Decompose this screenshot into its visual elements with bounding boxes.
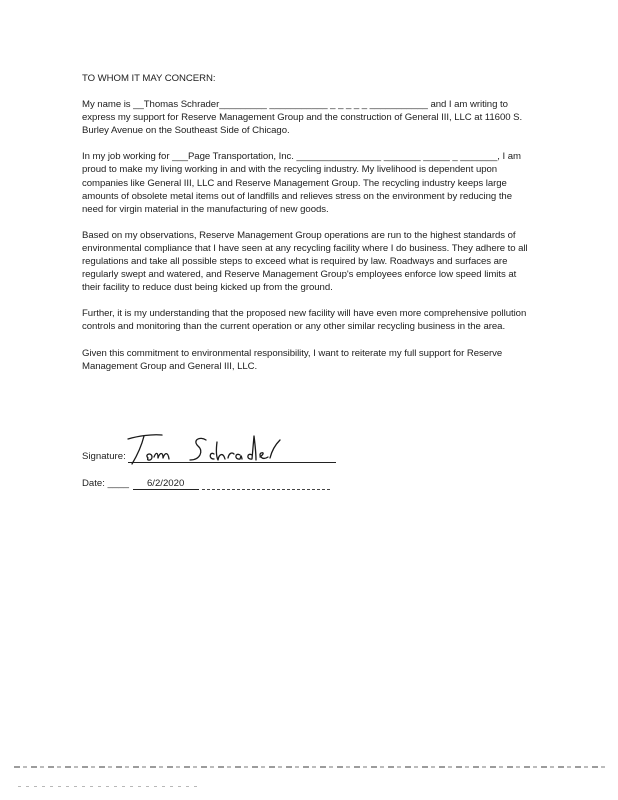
date-line <box>202 489 330 490</box>
name-suffix: and I am writing to express my support for Reserve Management Group and the construction of General III, LLC at 11600 S. Burley Avenue on the Southeast Side of Chicago. <box>82 99 523 137</box>
date-row <box>82 478 342 490</box>
paragraph-name <box>82 98 528 137</box>
employer-fill: Page Transportation, Inc. <box>187 151 294 163</box>
employer-blank: ________________ _______ _____ _ _______ <box>293 151 498 163</box>
paragraph-commitment: Given this commitment to environmental responsibility, I want to reiterate my full support for Reserve Management Group and General III, LLC. <box>82 347 503 372</box>
date-value: 6/2/2020 <box>133 478 199 490</box>
name-prefix: My name is __ <box>82 99 144 111</box>
paragraph-observations: Based on my observations, Reserve Management Group operations are run to the highest standards of environmental compliance that I have seen at any recycling facility where I do business. They adhere to all regulations and take all possible steps to exceed what is required by law. Roadways and surfaces are regularly swept and watered, and Reserve Management Group's employees enforce low speed limits at their facility to reduce dust being kicked up from the ground. <box>82 229 528 294</box>
date-label: Date: <box>82 478 105 489</box>
name-blank: _________ ___________ _ _ _ _ _ ___________ <box>219 99 428 111</box>
date-prefix: ____ <box>107 478 129 489</box>
name-fill: Thomas Schrader <box>143 99 220 111</box>
employer-prefix: In my job working for ___ <box>82 151 188 163</box>
letter-body <box>82 72 528 386</box>
signature-row <box>82 436 342 468</box>
scan-artifact-line <box>14 766 606 768</box>
paragraph-understanding: Further, it is my understanding that the proposed new facility will have even more comprehensive pollution controls and monitoring than the current operation or any other similar recycling business in the area. <box>82 308 527 333</box>
scan-artifact-line-lower <box>18 786 198 787</box>
paragraph-employer <box>82 150 528 215</box>
signature-label: Signature: <box>82 451 126 462</box>
employer-suffix: , I am proud to make my living working in and with the recycling industry. My livelihood is dependent upon companies like General III, LLC and Reserve Management Group. The recycling industry keeps large amounts of obsolete metal items out of landfills and relieves stress on the environment by reducing the need for virgin material in the manufacturing of new goods. <box>82 151 521 215</box>
salutation: TO WHOM IT MAY CONCERN: <box>82 73 216 84</box>
handwritten-signature <box>122 430 292 470</box>
